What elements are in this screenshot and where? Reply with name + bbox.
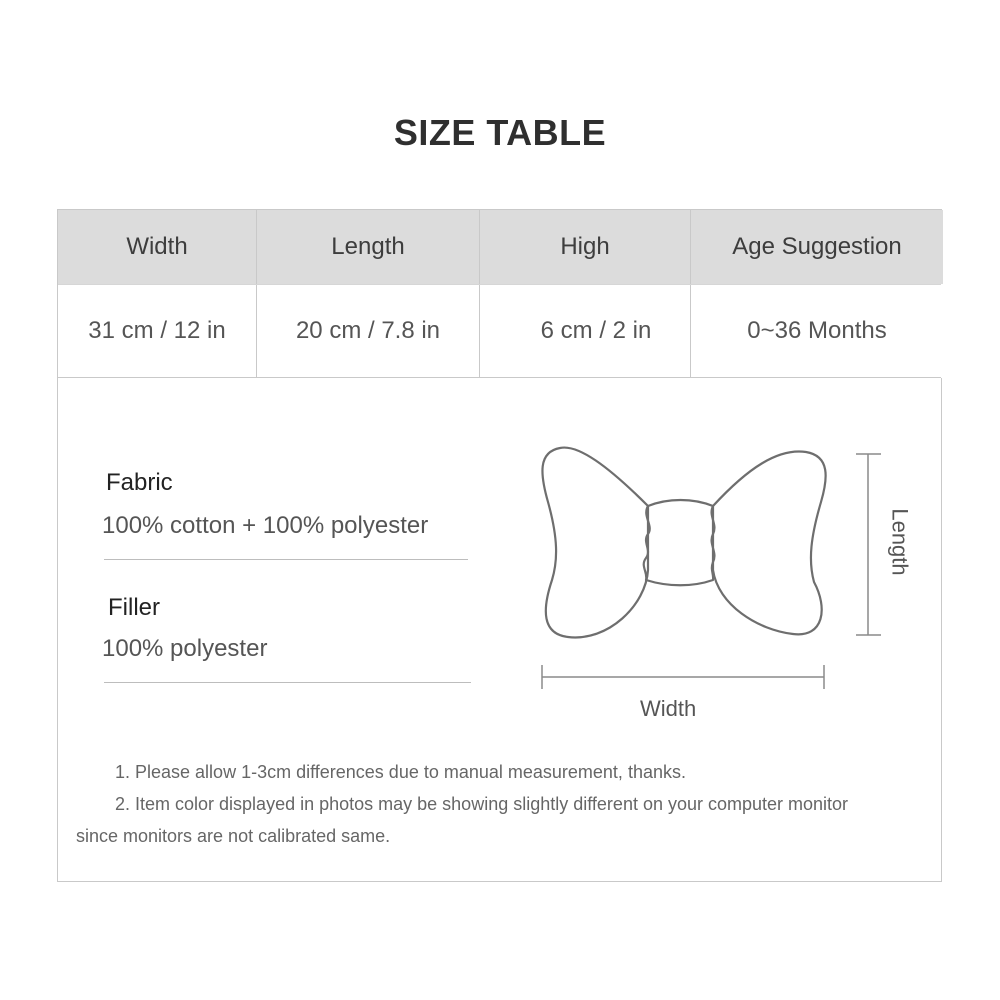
length-label: Length bbox=[887, 508, 913, 576]
header-width: Width bbox=[58, 210, 256, 284]
bow-center-knot bbox=[644, 500, 715, 585]
header-length: Length bbox=[257, 210, 479, 284]
filler-label: Filler bbox=[108, 594, 160, 621]
value-high: 6 cm / 2 in bbox=[480, 284, 712, 378]
width-label: Width bbox=[640, 696, 697, 721]
value-length: 20 cm / 7.8 in bbox=[257, 284, 479, 378]
note-2-line-1: 2. Item color displayed in photos may be showing slightly different on your computer monitor bbox=[115, 794, 849, 814]
fabric-value: 100% cotton + 100% polyester bbox=[102, 512, 429, 539]
bow-right-wing bbox=[713, 451, 826, 634]
page-title: SIZE TABLE bbox=[393, 112, 607, 153]
note-1: 1. Please allow 1-3cm differences due to manual measurement, thanks. bbox=[115, 762, 686, 782]
header-high: High bbox=[480, 210, 690, 284]
bow-left-wing bbox=[542, 448, 648, 638]
value-width: 31 cm / 12 in bbox=[58, 284, 256, 378]
header-age-suggestion: Age Suggestion bbox=[691, 210, 943, 284]
note-2-line-2: since monitors are not calibrated same. bbox=[76, 826, 391, 846]
value-age-suggestion: 0~36 Months bbox=[691, 284, 943, 378]
fabric-label: Fabric bbox=[106, 469, 173, 496]
filler-value: 100% polyester bbox=[102, 635, 268, 662]
size-table-frame bbox=[57, 209, 942, 882]
